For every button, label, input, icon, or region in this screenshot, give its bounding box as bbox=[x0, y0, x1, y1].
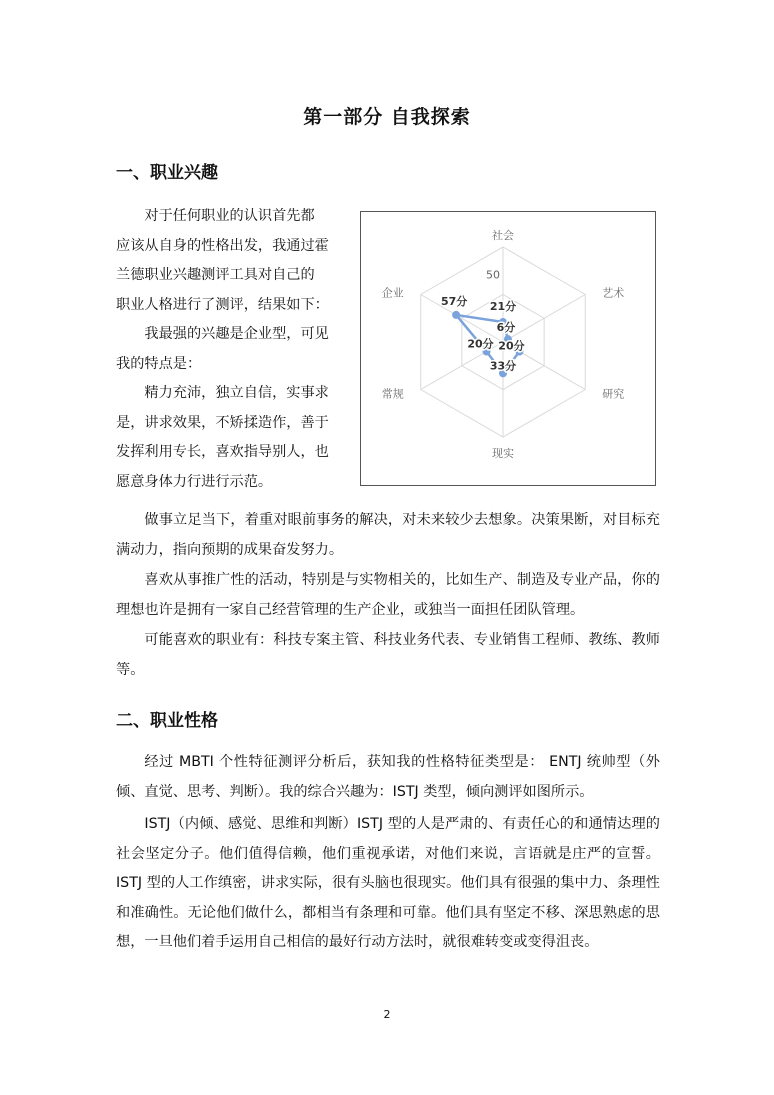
intro-paragraphs bbox=[116, 202, 350, 497]
page-title: 第一部分 自我探索 bbox=[303, 106, 471, 128]
holland-radar-chart bbox=[360, 211, 656, 486]
radar-category-label: 现实 bbox=[492, 447, 514, 460]
radar-value-label: 6分 bbox=[496, 321, 516, 335]
radar-chart-svg bbox=[361, 212, 655, 485]
paragraph-strongest-interest: 我最强的兴趣是企业型，可见 我的特点是： bbox=[116, 326, 329, 372]
radar-value-label: 21分 bbox=[489, 300, 517, 314]
radar-category-label: 常规 bbox=[381, 387, 404, 401]
radar-category-label: 艺术 bbox=[602, 286, 625, 300]
page-number: 2 bbox=[383, 1008, 391, 1021]
radar-value-label: 57分 bbox=[440, 294, 468, 308]
radar-category-label: 研究 bbox=[602, 387, 625, 401]
radar-value-label: 20分 bbox=[498, 339, 525, 353]
paragraph-promotion: 喜欢从事推广性的活动，特别是与实物相关的，比如生产、制造及专业产品，你的理想也许是拥有一家自己经营管理的生产企业，或独当一面担任团队管理。 bbox=[116, 572, 660, 618]
paragraph-mbti: 经过 MBTI 个性特征测评分析后，获知我的性格特征类型是： ENTJ 统帅型（外倾、直觉、思考、判断）。我的综合兴趣为：ISTJ 类型，倾向测评如图所示。 bbox=[116, 754, 660, 800]
radar-scale-label: 50 bbox=[486, 268, 500, 282]
radar-category-label: 企业 bbox=[381, 286, 404, 300]
paragraph-decisive: 做事立足当下，着重对眼前事务的解决，对未来较少去想象。决策果断，对目标充满动力，指向预期的成果奋发努力。 bbox=[116, 512, 660, 558]
radar-category-label: 社会 bbox=[492, 229, 514, 242]
paragraph-traits: 精力充沛，独立自信，实事求 是，讲求效果，不矫揉造作，善于 发挥利用专长，喜欢指导别人，也 愿意身体力行进行示范。 bbox=[116, 385, 329, 490]
radar-value-label: 33分 bbox=[489, 359, 517, 373]
paragraph-careers: 可能喜欢的职业有：科技专案主管、科技业务代表、专业销售工程师、教练、教师等。 bbox=[116, 632, 660, 678]
paragraph-istj: ISTJ（内倾、感觉、思维和判断）ISTJ 型的人是严肃的、有责任心的和通情达理的社会坚定分子。他们值得信赖，他们重视承诺，对他们来说，言语就是庄严的宣誓。ISTJ 型的人工作缜密，讲求实际，很有头脑也很现实。他们具有很强的集中力、条理性和准确性。无论他们做什么，都相当有条理和可靠。他们具有坚定不移、深思熟虑的思想，一旦他们着手运用自己相信的最好行动方法时，就很难转变或变得沮丧。 bbox=[116, 816, 660, 950]
paragraph-intro: 对于任何职业的认识首先都 应该从自身的性格出发，我通过霍 兰德职业兴趣测评工具对自己的 职业人格进行了测评，结果如下： bbox=[116, 208, 329, 313]
radar-value-label: 20分 bbox=[467, 337, 494, 351]
section-heading-personality: 二、职业性格 bbox=[116, 711, 218, 731]
radar-point bbox=[452, 311, 460, 319]
section-heading-interest: 一、职业兴趣 bbox=[116, 163, 218, 183]
